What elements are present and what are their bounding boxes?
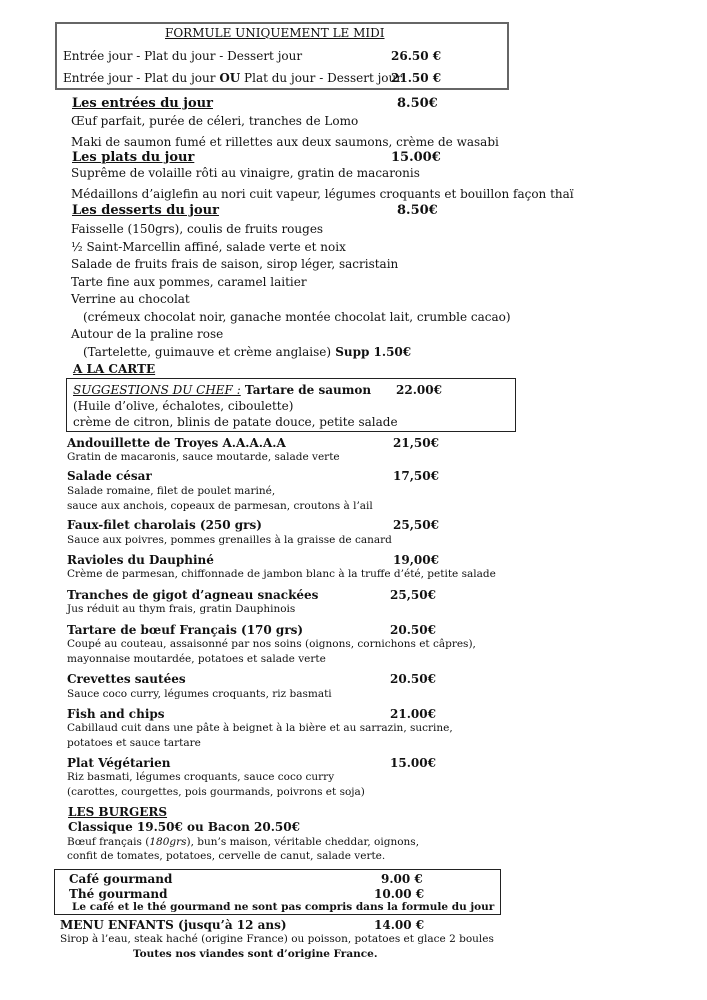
plats-heading: Les plats du jour (72, 150, 195, 165)
burgers-heading: LES BURGERS (68, 805, 168, 819)
burgers-title: Classique 19.50€ ou Bacon 20.50€ (68, 820, 300, 834)
dish-name: Tartare de bœuf Français (170 grs) (67, 623, 304, 637)
formule-row1-label: Entrée jour - Plat du jour - Dessert jour (63, 49, 303, 63)
suggestion-dish: Tartare de saumon (240, 383, 372, 397)
dish-desc: Crème de parmesan, chiffonnade de jambon blanc à la truffe d’été, petite salade (67, 568, 496, 580)
dish-price: 15.00€ (390, 756, 436, 770)
dish-desc: Coupé au couteau, assaisonné par nos soins (oignons, cornichons et câpres), (67, 638, 476, 650)
dish-name: Tranches de gigot d’agneau snackées (67, 588, 319, 602)
dish-name: Ravioles du Dauphiné (67, 553, 214, 567)
gourmand-note: Le café et le thé gourmand ne sont pas compris dans la formule du jour (72, 901, 495, 913)
dish-price: 20.50€ (390, 672, 436, 686)
a-la-carte-heading: A LA CARTE (73, 362, 156, 376)
entrees-price: 8.50€ (397, 96, 438, 111)
cafe-gourmand: Café gourmand (69, 872, 173, 886)
dish-desc: Salade romaine, filet de poulet mariné, (67, 485, 276, 497)
suggestion-line: (Huile d’olive, échalotes, ciboulette) (73, 399, 294, 413)
desserts-price: 8.50€ (397, 203, 438, 218)
suggestion-label: SUGGESTIONS DU CHEF : (73, 383, 241, 397)
burgers-desc (67, 837, 419, 848)
dish-name: Plat Végétarien (67, 756, 171, 770)
desserts-last-line (83, 346, 411, 358)
desserts-item: Verrine au chocolat (71, 292, 190, 306)
dish-desc: Cabillaud cuit dans une pâte à beignet à la bière et au sarrazin, sucrine, (67, 722, 453, 734)
dish-name: Fish and chips (67, 707, 165, 721)
dish-name: Faux-filet charolais (250 grs) (67, 518, 262, 532)
suggestion-price: 22.00€ (396, 383, 442, 397)
enfants-title: MENU ENFANTS (jusqu’à 12 ans) (60, 918, 287, 932)
dish-price: 25,50€ (393, 518, 439, 532)
entrees-heading: Les entrées du jour (72, 96, 213, 111)
enfants-footer: Toutes nos viandes sont d’origine France. (133, 948, 378, 960)
dish-desc: Sauce coco curry, légumes croquants, riz basmati (67, 688, 332, 700)
entrees-item: Maki de saumon fumé et rillettes aux deux saumons, crème de wasabi (71, 135, 499, 149)
burgers-desc: confit de tomates, potatoes, cervelle de canut, salade verte. (67, 850, 386, 862)
enfants-price: 14.00 € (374, 918, 425, 932)
desserts-last-text: (Tartelette, guimauve et crème anglaise) (83, 345, 332, 359)
burgers-desc-a: Bœuf français ( (67, 836, 150, 848)
desserts-heading: Les desserts du jour (72, 203, 219, 218)
burgers-desc-italic: 180grs (149, 836, 187, 848)
formule-row2-b: Plat du jour - Dessert jour (240, 71, 402, 85)
formule-row2-label (63, 72, 402, 84)
dish-name: Salade césar (67, 469, 152, 483)
dish-desc: Jus réduit au thym frais, gratin Dauphinois (67, 603, 296, 615)
dish-desc: potatoes et sauce tartare (67, 737, 201, 749)
suggestion-title (73, 384, 371, 396)
the-gourmand-price: 10.00 € (374, 887, 425, 901)
dish-desc: (carottes, courgettes, pois gourmands, poivrons et soja) (67, 786, 365, 798)
plats-item: Médaillons d’aiglefin au nori cuit vapeur, légumes croquants et bouillon façon thaï (71, 187, 574, 201)
burgers-desc-b: ), bun’s maison, véritable cheddar, oignons, (186, 836, 420, 848)
formule-row2-price: 21.50 € (391, 71, 442, 85)
desserts-item: Autour de la praline rose (71, 327, 224, 341)
formule-row1-price: 26.50 € (391, 49, 442, 63)
the-gourmand: Thé gourmand (69, 887, 168, 901)
dish-desc: Sauce aux poivres, pommes grenailles à la graisse de canard (67, 534, 392, 546)
entrees-item: Œuf parfait, purée de céleri, tranches de Lomo (71, 114, 359, 128)
desserts-item: ½ Saint-Marcellin affiné, salade verte et noix (71, 240, 346, 254)
desserts-item: Salade de fruits frais de saison, sirop léger, sacristain (71, 257, 399, 271)
dish-price: 21,50€ (393, 436, 439, 450)
suggestion-line: crème de citron, blinis de patate douce, petite salade (73, 415, 398, 429)
desserts-supp: Supp 1.50€ (331, 345, 412, 359)
desserts-item: Faisselle (150grs), coulis de fruits rouges (71, 222, 324, 236)
formule-row2-a: Entrée jour - Plat du jour (63, 71, 220, 85)
dish-price: 19,00€ (393, 553, 439, 567)
cafe-gourmand-price: 9.00 € (381, 872, 423, 886)
dish-price: 17,50€ (393, 469, 439, 483)
dish-desc: mayonnaise moutardée, potatoes et salade verte (67, 653, 326, 665)
formule-row2-ou: OU (219, 71, 241, 85)
dish-name: Andouillette de Troyes A.A.A.A.A (67, 436, 286, 450)
plats-price: 15.00€ (391, 150, 441, 165)
dish-desc: Gratin de macaronis, sauce moutarde, salade verte (67, 451, 340, 463)
plats-item: Suprême de volaille rôti au vinaigre, gratin de macaronis (71, 166, 420, 180)
dish-price: 20.50€ (390, 623, 436, 637)
enfants-desc: Sirop à l’eau, steak haché (origine France) ou poisson, potatoes et glace 2 boules (60, 933, 494, 945)
dish-desc: sauce aux anchois, copeaux de parmesan, croutons à l’ail (67, 500, 373, 512)
desserts-item: Tarte fine aux pommes, caramel laitier (71, 275, 307, 289)
desserts-item: (crémeux chocolat noir, ganache montée chocolat lait, crumble cacao) (83, 310, 511, 324)
dish-price: 21.00€ (390, 707, 436, 721)
dish-desc: Riz basmati, légumes croquants, sauce coco curry (67, 771, 335, 783)
dish-price: 25,50€ (390, 588, 436, 602)
formule-title: FORMULE UNIQUEMENT LE MIDI (165, 26, 385, 40)
dish-name: Crevettes sautées (67, 672, 186, 686)
